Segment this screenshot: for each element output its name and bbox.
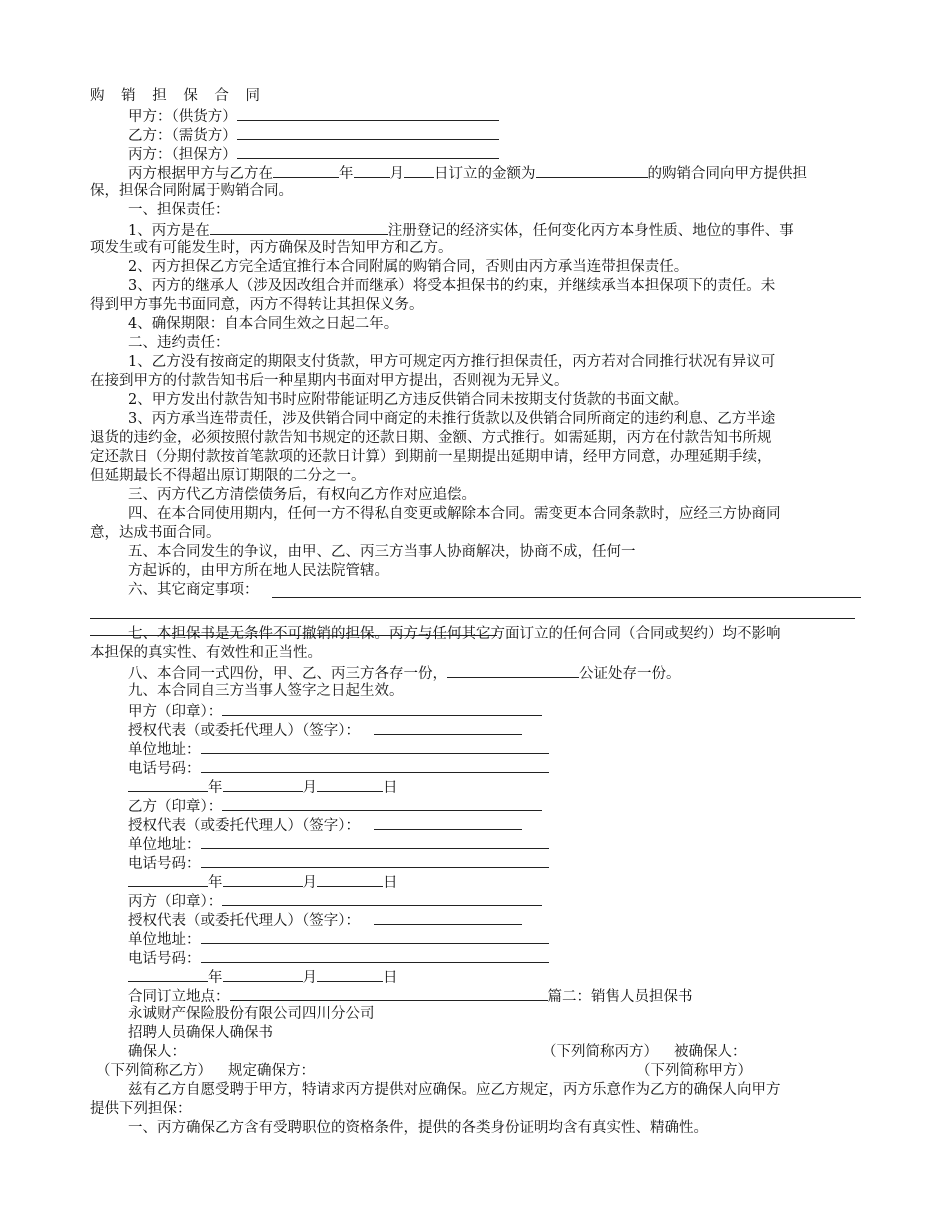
sec1-item3-line2: 得到甲方事先书面同意，丙方不得转让其担保义务。 [90,297,424,313]
party-b-date: 年 月 日 [128,872,398,893]
party-c-phone: 电话号码： [128,948,549,969]
sec1-item2: 2、丙方担保乙方完全适宜推行本合同附属的购销合同，否则由丙方承当连带担保责任。 [128,259,689,275]
doc2-title: 招聘人员确保人确保书 [128,1025,273,1041]
party-b-address: 单位地址： [128,834,549,855]
party-c-date: 年 月 日 [128,967,398,988]
sec1-item1-line1: 1、丙方是在 注册登记的经济实体，任何变化丙方本身性质、地位的事件、事 [128,220,794,241]
section-9: 九、本合同自三方当事人签字之日起生效。 [128,683,404,699]
guaranteed-alias-line: （下列简称乙方） 规定确保方： [96,1063,315,1079]
sec2-item3-line1: 3、丙方承当连带责任，涉及供销合同中商定的未推行货款以及供销合同所商定的违约利息、乙方半途 [128,411,776,427]
sec1-item1-line2: 项发生或有可能发生时，丙方确保及时告知甲方和乙方。 [90,240,453,256]
party-a-phone: 电话号码： [128,758,549,779]
section-3: 三、丙方代乙方清偿债务后，有权向乙方作对应追偿。 [128,487,476,503]
blank-line [90,618,855,619]
blank-line [272,597,861,598]
section-1-heading: 一、担保责任： [128,202,230,218]
section-7-line1: 七、本担保书是无条件不可撤销的担保。丙方与任何其它方面订立的任何合同（合同或契约）均不影响 [128,626,781,642]
party-a-address: 单位地址： [128,739,549,760]
document-title: 购 销 担 保 合 同 [90,88,267,104]
sec2-item1-line1: 1、乙方没有按商定的期限支付货款，甲方可规定丙方推行担保责任，丙方若对合同推行状况有异议可 [128,354,776,370]
sec2-item1-line2: 在接到甲方的付款告知书后一种星期内书面对甲方提出，否则视为无异义。 [90,373,569,389]
party-a-line: 甲方：（供货方） [128,106,499,127]
party-c-rep: 授权代表（或委托代理人）（签字）： [128,910,522,931]
spec-alias: （下列简称甲方） [636,1063,752,1079]
party-b-rep: 授权代表（或委托代理人）（签字）： [128,815,522,836]
party-a-seal: 甲方（印章）： [128,701,542,722]
section-5-line1: 五、本合同发生的争议，由甲、乙、丙三方当事人协商解决，协商不成，任何一 [128,544,636,560]
body-line-3: 一、丙方确保乙方含有受聘职位的资格条件，提供的各类身份证明均含有真实性、精确性。 [128,1120,708,1136]
company-name: 永诚财产保险股份有限公司四川分公司 [128,1006,375,1022]
blank [237,125,499,140]
part-2-heading: 篇二：销售人员担保书 [547,989,693,1005]
party-b-seal: 乙方（印章）： [128,796,542,817]
intro-line-1: 丙方根据甲方与乙方在 年 月 日订立的金额为 的购销合同向甲方提供担 [128,163,807,184]
section-6-heading: 六、其它商定事项： [128,582,259,598]
intro-line-2: 保，担保合同附属于购销合同。 [90,183,293,199]
blank [237,106,499,121]
sec1-item4: 4、确保期限：自本合同生效之日起二年。 [128,316,399,332]
sec1-item3-line1: 3、丙方的继承人（涉及因改组合并而继承）将受本担保书的约束，并继续承当本担保项下的责任。未 [128,278,776,294]
party-a-rep: 授权代表（或委托代理人）（签字）： [128,720,522,741]
contract-place: 合同订立地点： 篇二：销售人员担保书 [128,986,693,1007]
party-b-phone: 电话号码： [128,853,549,874]
party-c-seal: 丙方（印章）： [128,891,542,912]
blank [237,144,499,159]
party-c-address: 单位地址： [128,929,549,950]
section-5-line2: 方起诉的，由甲方所在地人民法院管辖。 [128,563,389,579]
section-4-line1: 四、在本合同使用期内，任何一方不得私自变更或解除本合同。需变更本合同条款时，应经三方协商同 [128,506,781,522]
sec2-item3-line3: 定还款日（分期付款按首笔款项的还款日计算）到期前一星期提出延期申请，经甲方同意，办理延期手续， [90,449,772,465]
guarantor-label: 确保人： [128,1044,186,1060]
body-line-2: 提供下列担保： [90,1101,192,1117]
guarantor-alias: （下列简称丙方） 被确保人： [542,1044,747,1060]
sec2-item3-line4: 但延期最长不得超出原订期限的二分之一。 [90,468,366,484]
section-2-heading: 二、违约责任： [128,335,230,351]
sec2-item3-line2: 退货的违约金，必须按照付款告知书规定的还款日期、金额、方式推行。如需延期，丙方在付款告知书所规 [90,430,772,446]
party-a-date: 年 月 日 [128,777,398,798]
section-7-line2: 本担保的真实性、有效性和正当性。 [90,645,322,661]
body-line-1: 兹有乙方自愿受聘于甲方，特请求丙方提供对应确保。应乙方规定，丙方乐意作为乙方的确保人向甲方 [128,1082,781,1098]
party-c-line: 丙方：（担保方） [128,144,499,165]
sec2-item2: 2、甲方发出付款告知书时应附带能证明乙方违反供销合同未按期支付货款的书面文献。 [128,392,689,408]
section-8: 八、本合同一式四份，甲、乙、丙三方各存一份， 公证处存一份。 [128,663,681,684]
section-4-line2: 意，达成书面合同。 [90,525,221,541]
party-b-line: 乙方：（需货方） [128,125,499,146]
